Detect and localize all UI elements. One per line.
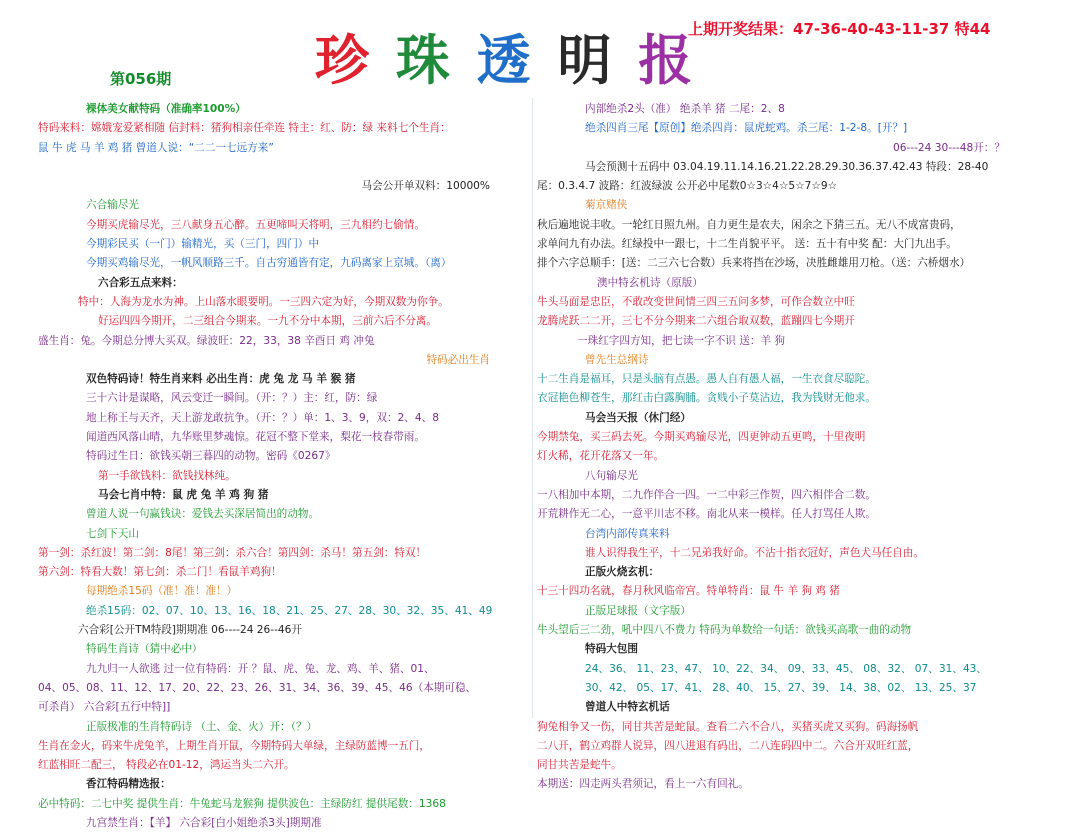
title-char-5: 报 bbox=[638, 28, 697, 92]
text-line: 今期买虎输尽光，三八献身五心醉。五更啼叫天将明，三九相约七偷情。 bbox=[86, 218, 425, 231]
text-line: 特码来料：嫦娥宠爱紧相随 信封料：猪狗相亲任牵连 特主：红、防：绿 来料七个生肖： bbox=[38, 122, 451, 135]
text-line: 同甘共苦是蛇牛。 bbox=[537, 759, 622, 772]
section-heading: 正版足球报（文字版） bbox=[585, 604, 691, 617]
text-line: 三十六计是谋略，风云变迁一瞬间。（开：？）主：红，防：绿 bbox=[86, 392, 378, 405]
text-line: 狗兔相争又一伤，同甘共苦是蛇鼠。查看二六不合八，买猪买虎又买狗。码海扬帆 bbox=[537, 720, 919, 733]
text-line: 可杀肖） 六合彩[五行中特]] bbox=[38, 701, 171, 714]
newspaper-title bbox=[315, 18, 696, 95]
right-column bbox=[537, 100, 1041, 791]
text-line: 特码过生日：欲钱买朝三暮四的动物。密码《0267》 bbox=[86, 450, 336, 463]
title-char-2: 珠 bbox=[395, 28, 454, 92]
section-heading: 菊京赌侠 bbox=[585, 199, 628, 212]
text-line: 马会预测十五码中 03.04.19.11.14.16.21.22.28.29.30.36.37.42.43 特段：28-40 bbox=[585, 160, 989, 173]
text-line: 马会公开单双料：10000% bbox=[361, 180, 490, 193]
text-line: 十三十四功名就，春月秋风临帝宫。特单特肖：鼠 牛 羊 狗 鸡 猪 bbox=[537, 585, 840, 598]
section-heading: 七剑下天山 bbox=[86, 527, 139, 540]
text-line: 十二生肖是福耳，只是头脑有点愚。愚人自有愚人福，一生衣食尽聪陀。 bbox=[537, 373, 876, 386]
section-heading: 正版极准的生肖特码诗 （土、金、火）开：（？） bbox=[86, 720, 318, 733]
text-line: 第一手欲钱料：欲钱找林纯。 bbox=[98, 469, 236, 482]
text-line bbox=[38, 158, 526, 177]
text-line: 九宫禁生肖：【羊】 六合彩[白小姐绝杀3头]期期准 bbox=[86, 816, 322, 829]
text-line: 二八开，鹤立鸡群人说异，四八进退有码出，二八连码四中二。六合开双旺红蓝， bbox=[537, 739, 919, 752]
text-line: 龙腾虎跃二二开，三七不分今期来二六组合取双数，蓝蹦四七今期开 bbox=[537, 315, 855, 328]
text-line: 马会七肖中特：鼠 虎 兔 羊 鸡 狗 猪 bbox=[98, 488, 269, 501]
text-line: 尾：0.3.4.7 波路：红波绿波 公开必中尾数0☆3☆4☆5☆7☆9☆ bbox=[537, 180, 838, 193]
column-divider bbox=[532, 98, 533, 718]
text-line: 九九归一人欲逃 过一位有特码：开 ？鼠、虎、兔、龙、鸡、羊、猪、01、 bbox=[86, 662, 435, 675]
text-line: 第一剑：杀红波！第二剑：8尾！第三剑：杀六合！第四剑：杀马！第五剑：特双！ bbox=[38, 546, 427, 559]
text-line: 好运四四今期开，二三组合今期来。一九不分中本期，三前六后不分离。 bbox=[98, 315, 437, 328]
section-heading: 正版火烧玄机： bbox=[585, 566, 660, 579]
text-line: 排个六字总顺手：[送：二三六七合数）兵来将挡在沙场，决胜雌雄用刀枪。（送：六桥烟水） bbox=[537, 257, 971, 270]
text-line: 盛生肖：兔。今期总分博大买双。绿波旺：22，33，38 辛酉日 鸡 冲兔 bbox=[38, 334, 375, 347]
text-line: 绝杀15码：02、07、10、13、16、18、21、25、27、28、30、32、35、41、49 bbox=[86, 604, 493, 617]
text-line: 秋后遍地说丰收。一轮红日照九州。自力更生是农夫，闲余之下猜三五。无八不成富贵码， bbox=[537, 218, 961, 231]
text-line: 求单问九有办法。红绿投中一跟七，十二生肖貌平平。 送：五十有中奖 配：大门九出手。 bbox=[537, 238, 957, 251]
text-line: 今期彩民买（一门）输精光，买（三门，四门）中 bbox=[86, 238, 320, 251]
text-line: 04、05、08、11、12、17、20、22、23、26、31、34、36、39、45、46（本期可稳、 bbox=[38, 681, 477, 694]
title-char-4: 明 bbox=[557, 28, 616, 92]
text-line: 灯火稀，花开花落又一年。 bbox=[537, 450, 665, 463]
section-heading: 特码生肖诗（猜中必中） bbox=[86, 643, 203, 656]
last-draw-result: 上期开奖结果：47-36-40-43-11-37 特44 bbox=[688, 20, 991, 38]
text-line: 必中特码：二七中奖 提供生肖：牛兔蛇马龙猴狗 提供波色：主绿防红 提供尾数：1368 bbox=[38, 797, 446, 810]
section-heading: 曾道人中特玄机话 bbox=[585, 701, 670, 714]
text-line: 牛头望后三二劲，吼中四八不费力 特码为单数给一句话：欲钱买高歌一曲的动物 bbox=[537, 624, 912, 637]
text-line: 谁人识得我生平，十二兄弟我好命。不沾十指衣冠好，声色犬马任自由。 bbox=[585, 546, 924, 559]
text-line: 牛头马面是忠臣，不敢改变世间情三四三五问多梦，可作合数立中旺 bbox=[537, 295, 855, 308]
text-line: 06---24 30---48开：？ bbox=[892, 141, 1005, 154]
text-line: 衣冠艳色柳苍生，那红击白露胸脯。贪贱小子莫沾边，我为钱财无他求。 bbox=[537, 392, 876, 405]
section-heading: 每期绝杀15码（准！准！准！） bbox=[86, 585, 238, 598]
text-line: 生肖在金火，码来牛虎兔羊，上期生肖开鼠，今期特码大单绿，主绿防蓝博一五门， bbox=[38, 739, 430, 752]
text-line: 今期禁兔，买三码去死。今期买鸡输尽光，四更钟动五更鸣，十里夜明 bbox=[537, 431, 866, 444]
section-heading: 曾先生总纲诗 bbox=[585, 353, 649, 366]
text-line: 本期送：四走两头君须记，看上一六有回礼。 bbox=[537, 778, 749, 791]
issue-number: 第056期 bbox=[110, 70, 172, 88]
text-line: 今期买鸡输尽光，一帆风顺路三千。自古穷通皆有定，九码离家上京城。（离） bbox=[86, 257, 452, 270]
title-char-1: 珍 bbox=[315, 28, 373, 92]
text-line: 绝杀四肖三尾【原创】绝杀四肖：鼠虎蛇鸡。杀三尾：1-2-8。[开？] bbox=[585, 122, 908, 135]
text-line: 24、36、 11、23、47、 10、22、34、 09、33、45、 08、32、 07、31、43、 bbox=[585, 662, 988, 675]
text-line: 鼠 牛 虎 马 羊 鸡 猪 曾道人说：“二二一七远方来” bbox=[38, 141, 274, 154]
section-heading: 马会当天报（休门经） bbox=[585, 411, 691, 424]
text-line: 特中：人海为龙水为神。上山落水眼要明。一三四六定为好，今期双数为你争。 bbox=[78, 295, 449, 308]
text-line: 第六剑：特看大数！第七剑：杀二门！看鼠羊鸡狗！ bbox=[38, 566, 282, 579]
text-line: 曾道人说一句赢钱诀：爱钱去买深居简出的动物。 bbox=[86, 508, 320, 521]
text-line: 一珠红字四方知，把七读一字不识 送：羊 狗 bbox=[577, 334, 786, 347]
title-char-3: 透 bbox=[476, 28, 535, 92]
text-line: 内部绝杀2头（准） 绝杀羊 猪 二尾：2、8 bbox=[585, 103, 785, 115]
text-line: 开荒耕作无二心，一意平川志不移。南北从来一模样。任人打骂任人欺。 bbox=[537, 508, 876, 521]
left-column bbox=[38, 100, 526, 829]
text-line: 裸体美女献特码（准确率100%） bbox=[86, 103, 246, 115]
section-heading: 台湾内部传真来料 bbox=[585, 527, 670, 540]
section-heading: 六合输尽光 bbox=[86, 199, 139, 212]
text-line: 六合彩[公开TM特段]期期准 06----24 26--46开 bbox=[78, 624, 302, 637]
section-heading: 澳中特玄机诗（原版） bbox=[597, 276, 703, 289]
section-heading: 八句输尽光 bbox=[585, 469, 638, 482]
text-line: 地上称王与天齐，天上游龙敢抗争。（开：？）单：1、3、9，双：2、4、8 bbox=[86, 411, 439, 424]
section-heading: 香江特码精选报： bbox=[86, 778, 171, 791]
section-heading: 六合彩五点来料： bbox=[98, 276, 183, 289]
text-line: 30、42、 05、17、41、 28、40、 15、27、39、 14、38、02、 13、25、37 bbox=[585, 681, 977, 694]
text-line: 红蓝相旺二配三， 特段必在01-12，鸿运当头二六开。 bbox=[38, 759, 295, 772]
section-heading: 特码大包围 bbox=[585, 643, 638, 656]
section-heading: 特码必出生肖 bbox=[426, 353, 490, 366]
text-line: 双色特码诗！特生肖来料 必出生肖：虎 兔 龙 马 羊 猴 猪 bbox=[86, 373, 356, 386]
text-line: 一八相加中本期，二九作伴合一四。一二中彩三作贺，四六相伴合二数。 bbox=[537, 488, 876, 501]
text-line: 闻道西风落山晴，九华账里梦魂惊。花冠不整下堂来，梨花一枝春带雨。 bbox=[86, 431, 425, 444]
